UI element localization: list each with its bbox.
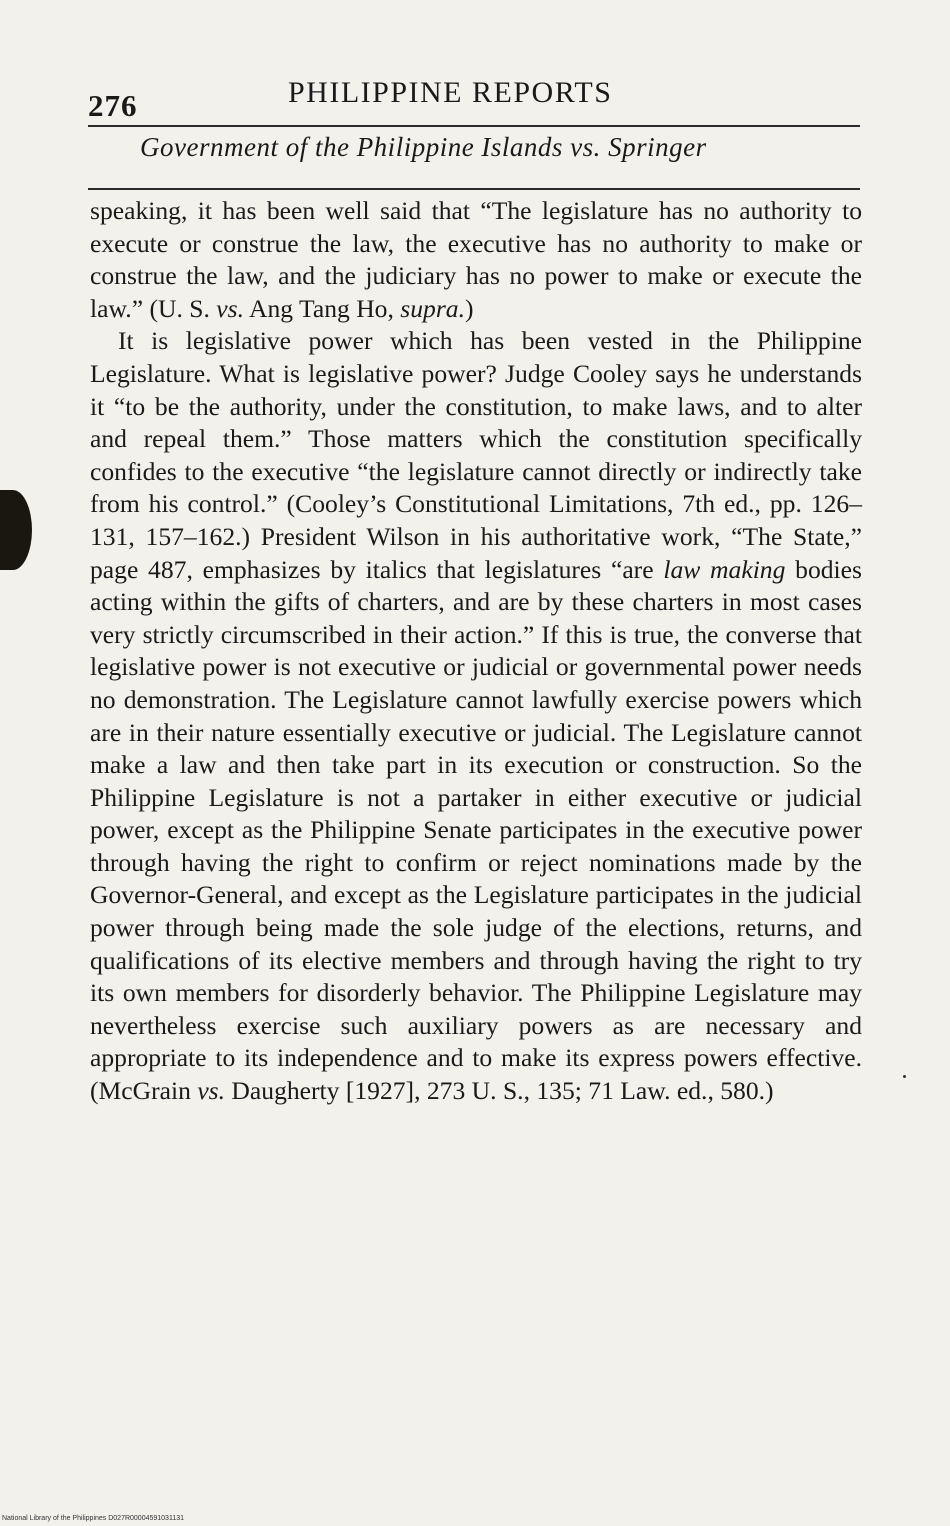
page-header [88,70,868,130]
paragraph-2-text-a: It is legislative power which has been vested in the Philippine Legislature. What is legislative power? Judge Cooley says he understands it “to be the authority, under the constitution, to make laws, and to alter and repeal them.” Those matters which the constitution specifically confides to the executive “the legislature cannot directly or indirectly take from his control.” (Cooley’s Constitutional Limitations, 7th ed., pp. 126–131, 157–162.) President Wilson in his authoritative work, “The State,” page 487, emphasizes by italics that legislatures “are [90,326,862,584]
paragraph-1-text-c: Ang Tang Ho, [244,293,401,323]
header-rule-bottom [88,188,860,190]
header-rule-top [88,125,860,127]
paragraph-1-italic-supra: supra. [400,293,465,323]
scan-edge-blot [0,490,32,570]
paragraph-1-italic-vs: vs. [216,293,244,323]
scan-footer-note: National Library of the Philippines D027R00004591031131 [2,1515,184,1522]
paragraph-2-italic-vs: vs. [197,1076,226,1106]
running-title: PHILIPPINE REPORTS [288,76,613,109]
scan-speck [903,1075,906,1078]
body-text [90,195,862,1108]
paragraph-2-text-e: Daugherty [1927], 273 U. S., 135; 71 Law. ed., 580.) [225,1076,774,1106]
paragraph-2-text-c: bodies acting within the gifts of charters, and are by these charters in most cases very strictly circumscribed in their action.” If this is true, the converse that legislative power is not executive or judicial or governmental power needs no demonstration. The Legislature cannot lawfully exercise powers which are in their nature essentially executive or judicial. The Legislature cannot make a law and then take part in its execution or construction. So the Philippine Legislature is not a partaker in either executive or judicial power, except as the Philippine Senate participates in the executive power through having the right to confirm or reject nominations made by the Governor-General, and except as the Legislature participates in the judicial power through being made the sole judge of the elections, returns, and qualifications of its elective members and through having the right to try its own members for disorderly behavior. The Philippine Legislature may nevertheless exercise such auxiliary powers as are necessary and appropriate to its independence and to make its express powers effective. (McGrain [90,554,862,1106]
paragraph-1-text-a: speaking, it has been well said that “The legislature has no authority to execute or construe the law, the executive has no authority to make or construe the law, and the judiciary has no power to make or execute the law.” (U. S. [90,196,862,323]
page-number: 276 [88,88,138,123]
paragraph-2-italic-law-making: law making [663,554,786,584]
paragraph-2 [90,325,862,1107]
case-title: Government of the Philippine Islands vs. Springer [140,132,707,162]
paragraph-1-text-e: ) [465,293,474,323]
paragraph-1 [90,195,862,325]
